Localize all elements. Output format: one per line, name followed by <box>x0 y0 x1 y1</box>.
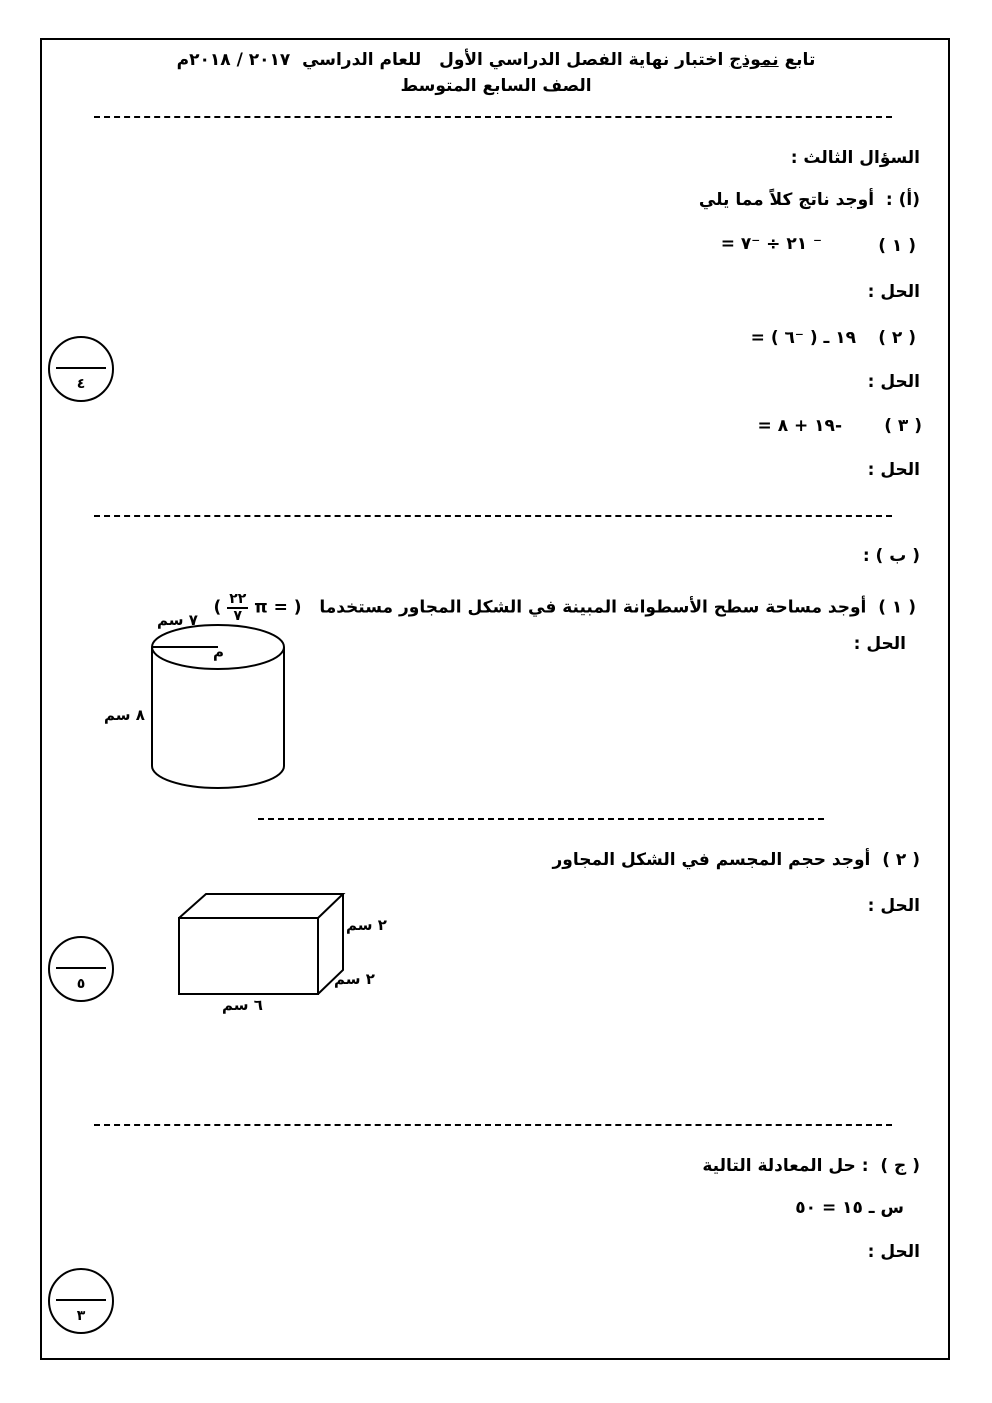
part-b-q1-solution-label: الحل : <box>853 634 906 654</box>
exam-title: تابع نموذج اختبار نهاية الفصل الدراسي الأول للعام الدراسي ٢٠١٧ / ٢٠١٨م <box>176 50 816 70</box>
part-b-heading: ( ب ) : <box>862 546 920 566</box>
divider <box>94 1124 892 1126</box>
box-front <box>179 918 318 994</box>
pi-symbol: π = <box>254 597 288 618</box>
score-circle-part-b <box>48 936 114 1002</box>
box-top <box>179 894 343 918</box>
item-1-number: ( ١ ) <box>878 236 916 256</box>
part-c-heading: ( ج ) : حل المعادلة التالية <box>702 1156 920 1176</box>
part-b-q2: ( ٢ ) أوجد حجم المجسم في الشكل المجاور <box>552 850 920 870</box>
score-circle-part-c <box>48 1268 114 1334</box>
box-depth-label: ٢ سم <box>334 970 375 988</box>
item-3-number: ( ٣ ) <box>884 416 922 436</box>
question-title: السؤال الثالث : <box>790 148 920 168</box>
score-value: ٥ <box>76 976 86 992</box>
cylinder-height-label: ٨ سم <box>104 706 145 724</box>
part-c-solution-label: الحل : <box>867 1242 920 1262</box>
score-value: ٣ <box>76 1308 86 1324</box>
box-length-label: ٦ سم <box>222 996 263 1014</box>
item-1-solution-label: الحل : <box>867 282 920 302</box>
part-b-q2-solution-label: الحل : <box>867 896 920 916</box>
item-3-solution-label: الحل : <box>867 460 920 480</box>
cylinder-radius-label: ٧ سم <box>157 611 198 629</box>
item-2-solution-label: الحل : <box>867 372 920 392</box>
equation: س ـ ١٥ = ٥٠ <box>795 1198 904 1218</box>
item-2-expression: ١٩ ـ ( ⁻٦ ) = <box>750 328 856 348</box>
score-value: ٤ <box>76 376 86 392</box>
grade-label: الصف السابع المتوسط <box>400 76 592 96</box>
part-a-heading: (أ) : أوجد ناتج كلاً مما يلي <box>698 190 920 210</box>
item-1-expression: ⁻ ٢١ ÷ ⁻٧ = <box>720 234 822 254</box>
part-b-q1: ( ١ ) أوجد مساحة سطح الأسطوانة المبينة في الشكل المجاور مستخدما ( π = $\frac{٢٢}{٧}$ ) <box>213 591 916 624</box>
box-height-label: ٢ سم <box>346 916 387 934</box>
cylinder-center-label: م <box>213 643 224 661</box>
pi-fraction: $\frac{٢٢}{٧}$ <box>229 591 247 624</box>
item-3-expression: -١٩ + ٨ = <box>757 416 842 436</box>
item-2-number: ( ٢ ) <box>878 328 916 348</box>
